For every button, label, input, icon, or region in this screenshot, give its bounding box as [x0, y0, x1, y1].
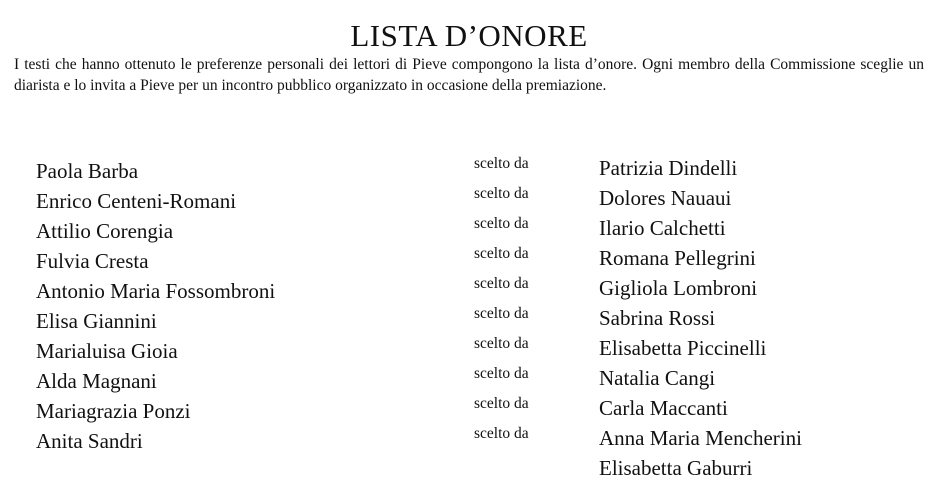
list-item: [0, 273, 938, 303]
commission-member-name: Elisabetta Gaburri: [599, 456, 753, 480]
list-item: [0, 243, 938, 273]
diarist-name: Alda Magnani: [36, 369, 157, 393]
chosen-by-label: scelto da: [474, 155, 529, 172]
commission-member-name: Gigliola Lombroni: [599, 276, 758, 300]
list-item: [0, 363, 938, 393]
list-item: [0, 183, 938, 213]
diarist-name: Paola Barba: [36, 159, 139, 183]
chosen-by-label: scelto da: [474, 425, 529, 442]
chosen-by-label: scelto da: [474, 275, 529, 292]
commission-member-name: Anna Maria Mencherini: [599, 426, 802, 450]
chosen-by-label: scelto da: [474, 245, 529, 262]
chosen-by-label: scelto da: [474, 395, 529, 412]
intro-paragraph: I testi che hanno ottenuto le preferenze personali dei lettori di Pieve compongono la lista d’onore. Ogni membro della Commissione sceglie un diarista e lo invita a Pieve per un incontro pubblico organizzato in occasione della premiazione.: [14, 56, 924, 94]
page-title: LISTA D’ONORE: [350, 18, 588, 53]
chosen-by-label: scelto da: [474, 365, 529, 382]
diarist-name: Fulvia Cresta: [36, 249, 149, 273]
commission-member-name: Romana Pellegrini: [599, 246, 756, 270]
chosen-by-label: scelto da: [474, 335, 529, 352]
diarist-name: Anita Sandri: [36, 429, 143, 453]
list-item: [0, 393, 938, 423]
commission-member-name: Natalia Cangi: [599, 366, 716, 390]
list-item: [0, 303, 938, 333]
list-item: [0, 333, 938, 363]
diarist-name: Attilio Corengia: [36, 219, 174, 243]
list-item: [0, 153, 938, 183]
commission-member-name: Carla Maccanti: [599, 396, 728, 420]
commission-member-name: Patrizia Dindelli: [599, 156, 738, 180]
chosen-by-label: scelto da: [474, 305, 529, 322]
commission-member-name: Sabrina Rossi: [599, 306, 716, 330]
chosen-by-label: scelto da: [474, 215, 529, 232]
diarist-name: Mariagrazia Ponzi: [36, 399, 191, 423]
honor-list: [0, 153, 938, 483]
list-item: [0, 423, 938, 453]
diarist-name: Antonio Maria Fossombroni: [36, 279, 276, 303]
diarist-name: Enrico Centeni-Romani: [36, 189, 237, 213]
chosen-by-label: scelto da: [474, 185, 529, 202]
commission-member-name: Elisabetta Piccinelli: [599, 336, 767, 360]
list-item: [0, 213, 938, 243]
diarist-name: Marialuisa Gioia: [36, 339, 178, 363]
commission-member-name: Dolores Nauaui: [599, 186, 732, 210]
commission-member-name: Ilario Calchetti: [599, 216, 726, 240]
list-item: [0, 453, 938, 483]
diarist-name: Elisa Giannini: [36, 309, 157, 333]
